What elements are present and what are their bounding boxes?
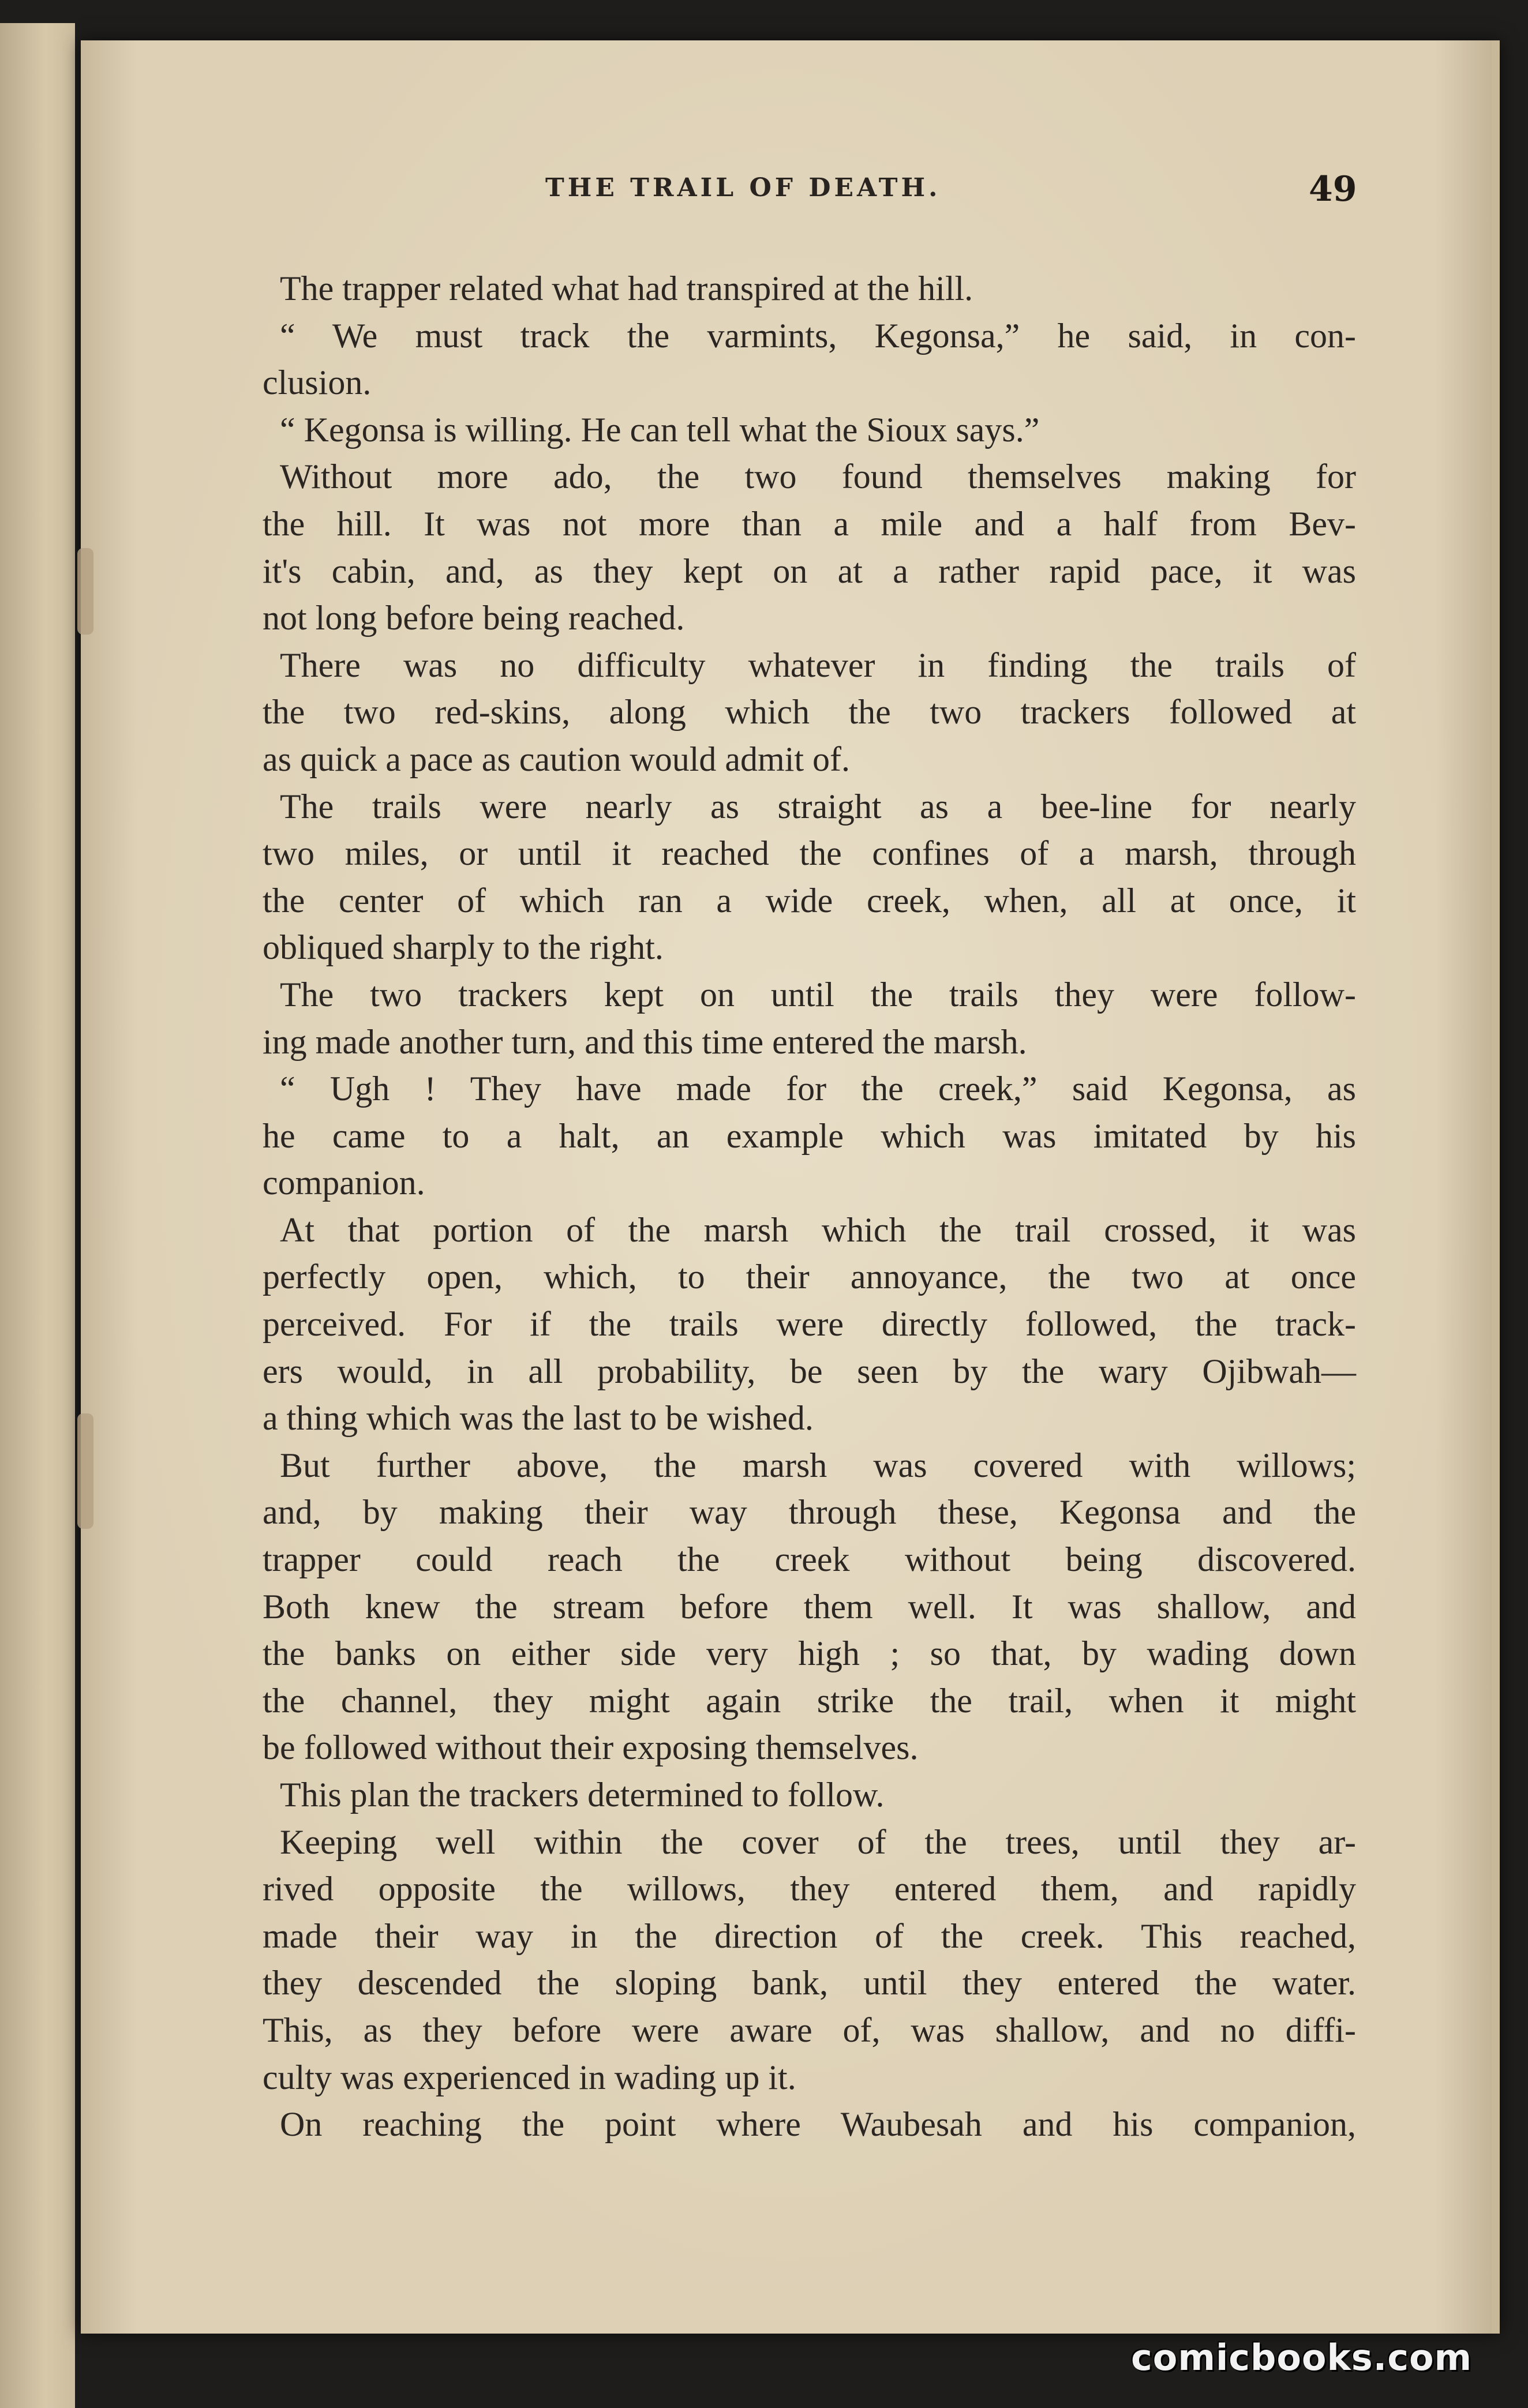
text-line: perceived. For if the trails were directly followed, the track-	[263, 1305, 1356, 1344]
text-line: two miles, or until it reached the confines of a marsh, through	[263, 834, 1356, 873]
text-line: ing made another turn, and this time entered the marsh.	[263, 1022, 1027, 1061]
text-line: and, by making their way through these, Kegonsa and the	[263, 1493, 1356, 1532]
text-line: “ Kegonsa is willing. He can tell what the Sioux says.”	[280, 410, 1040, 449]
text-line: Keeping well within the cover of the trees, until they ar-	[280, 1822, 1356, 1861]
text-line: the two red-skins, along which the two trackers followed at	[263, 693, 1356, 732]
text-line: rived opposite the willows, they entered them, and rapidly	[263, 1870, 1356, 1908]
text-line: they descended the sloping bank, until they entered the water.	[263, 1964, 1356, 2002]
text-line: the hill. It was not more than a mile and a half from Bev-	[263, 504, 1356, 543]
text-line: Without more ado, the two found themselves making for	[280, 457, 1356, 496]
watermark: comicbooks.com	[1131, 2336, 1473, 2379]
text-line: culty was experienced in wading up it.	[263, 2058, 796, 2096]
text-line: the banks on either side very high ; so that, by wading down	[263, 1634, 1356, 1673]
text-line: The trapper related what had transpired at the hill.	[280, 269, 973, 307]
text-line: “ We must track the varmints, Kegonsa,” he said, in con-	[280, 316, 1356, 355]
text-line: the channel, they might again strike the trail, when it might	[263, 1681, 1356, 1720]
text-line: “ Ugh ! They have made for the creek,” said Kegonsa, as	[280, 1070, 1356, 1108]
text-line: made their way in the direction of the creek. This reached,	[263, 1916, 1356, 1955]
text-line: he came to a halt, an example which was imitated by his	[263, 1116, 1356, 1155]
text-line: not long before being reached.	[263, 599, 685, 637]
text-line: On reaching the point where Waubesah and his companion,	[280, 2105, 1356, 2144]
text-line: it's cabin, and, as they kept on at a rather rapid pace, it was	[263, 552, 1356, 590]
page-edge-tear	[77, 1413, 93, 1529]
running-head: THE TRAIL OF DEATH.	[545, 173, 941, 202]
text-line: obliqued sharply to the right.	[263, 928, 664, 967]
text-line: The trails were nearly as straight as a bee-line for nearly	[280, 787, 1356, 826]
text-line: There was no difficulty whatever in finding the trails of	[280, 646, 1356, 684]
text-line: ers would, in all probability, be seen by the wary Ojibwah—	[263, 1352, 1356, 1390]
text-line: clusion.	[263, 363, 372, 402]
body-text	[263, 265, 1356, 2148]
text-line: be followed without their exposing themselves.	[263, 1728, 919, 1767]
page-edge-tear	[77, 548, 93, 635]
text-line: The two trackers kept on until the trails they were follow-	[280, 975, 1356, 1014]
text-line: a thing which was the last to be wished.	[263, 1399, 814, 1438]
text-line: perfectly open, which, to their annoyance, the two at once	[263, 1258, 1356, 1296]
page-number: 49	[1309, 169, 1357, 209]
facing-page-edge	[0, 23, 75, 2408]
text-line: But further above, the marsh was covered with willows;	[280, 1446, 1356, 1484]
text-line: trapper could reach the creek without being discovered.	[263, 1540, 1356, 1579]
text-line: Both knew the stream before them well. It was shallow, and	[263, 1587, 1356, 1626]
text-line: the center of which ran a wide creek, when, all at once, it	[263, 881, 1356, 920]
text-line: At that portion of the marsh which the trail crossed, it was	[280, 1210, 1356, 1249]
text-line: This, as they before were aware of, was shallow, and no diffi-	[263, 2011, 1356, 2049]
text-line: This plan the trackers determined to follow.	[280, 1776, 885, 1814]
text-line: as quick a pace as caution would admit of.	[263, 740, 851, 778]
text-line: companion.	[263, 1164, 425, 1202]
